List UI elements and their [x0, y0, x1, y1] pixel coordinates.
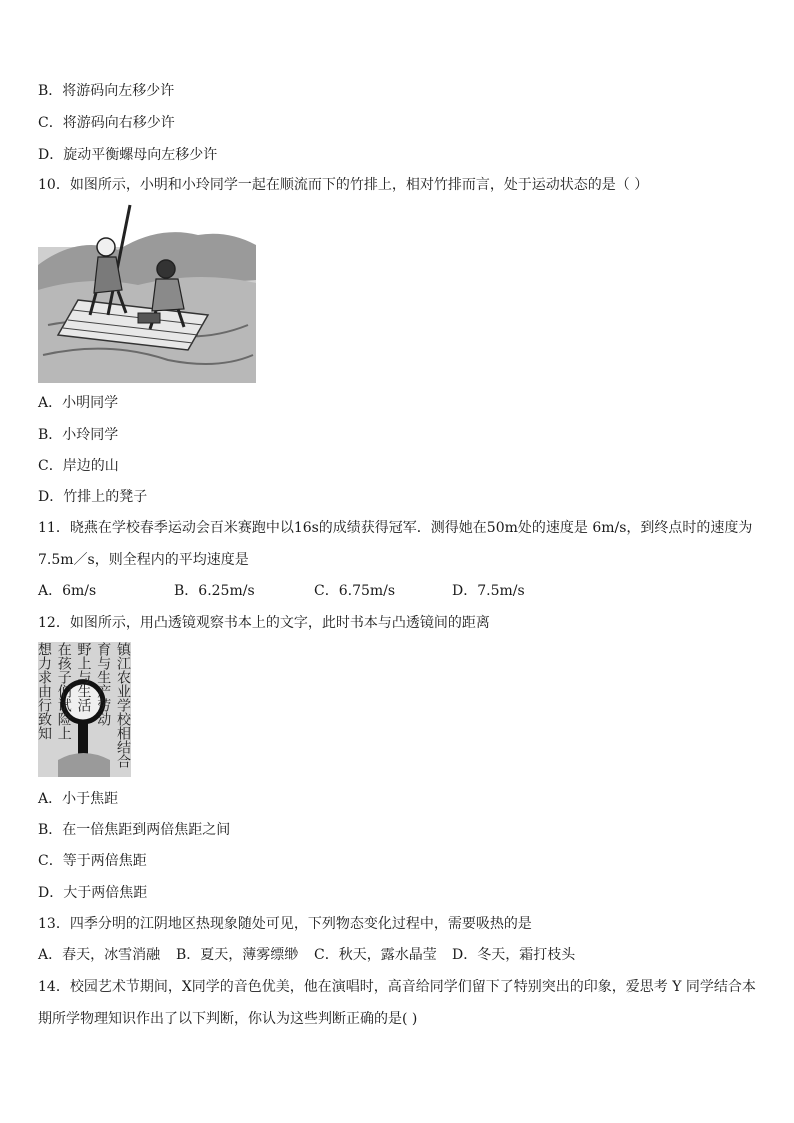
book-column: 在孩子们试险上 [55, 642, 72, 740]
q12-option-d: D．大于两倍焦距 [38, 885, 148, 901]
q11-option-a: A．6m/s [38, 583, 97, 599]
q10-option-a: A．小明同学 [38, 395, 119, 411]
q13-options [38, 946, 575, 964]
q12-option-c: C．等于两倍焦距 [38, 853, 147, 869]
book-column: 野上与生活 [75, 642, 92, 712]
book-column: 想力求由行致知 [36, 642, 52, 740]
question-12: 12．如图所示，用凸透镜观察书本上的文字，此时书本与凸透镜间的距离 [38, 615, 490, 631]
question-10: 10．如图所示，小明和小玲同学一起在顺流而下的竹排上，相对竹排而言，处于运动状态的是（ ） [38, 177, 649, 193]
question-11: 11．晓燕在学校春季运动会百米赛跑中以16s的成绩获得冠军．测得她在50m处的速度是 6m/s，到终点时的速度为 [38, 520, 753, 536]
question-11-continued: 7.5m／s，则全程内的平均速度是 [38, 552, 249, 568]
option-c: C．将游码向右移少许 [38, 115, 175, 131]
question-14: 14．校园艺术节期间，X同学的音色优美，他在演唱时，高音给同学们留下了特别突出的印象，爱思考 Y 同学结合本 [38, 979, 756, 995]
q13-option-b: B．夏天，薄雾缥缈 [176, 947, 299, 963]
bamboo-raft-illustration [38, 205, 256, 383]
q13-option-a: A．春天，冰雪消融 [38, 947, 161, 963]
q12-option-a: A．小于焦距 [38, 791, 119, 807]
raft-scene-drawing [38, 205, 256, 383]
option-b: B．将游码向左移少许 [38, 83, 175, 99]
book-column: 镇江农业学校相结合 [115, 642, 131, 768]
book-text-columns [38, 642, 131, 777]
question-14-continued: 期所学物理知识作出了以下判断，你认为这些判断正确的是( ) [38, 1011, 418, 1027]
q10-option-b: B．小玲同学 [38, 427, 119, 443]
q11-option-d: D．7.5m/s [452, 583, 525, 599]
magnifier-book-photo [38, 642, 131, 777]
q11-option-b: B．6.25m/s [174, 583, 255, 599]
q11-options [38, 582, 525, 600]
q10-option-c: C．岸边的山 [38, 458, 119, 474]
option-d: D．旋动平衡螺母向左移少许 [38, 147, 218, 163]
q10-option-d: D．竹排上的凳子 [38, 489, 148, 505]
q13-option-c: C．秋天，露水晶莹 [314, 947, 437, 963]
q13-option-d: D．冬天，霜打枝头 [452, 947, 576, 963]
question-13: 13．四季分明的江阴地区热现象随处可见，下列物态变化过程中，需要吸热的是 [38, 916, 532, 932]
q12-option-b: B．在一倍焦距到两倍焦距之间 [38, 822, 231, 838]
book-column: 育与生产劳动 [95, 642, 112, 726]
q11-option-c: C．6.75m/s [314, 583, 396, 599]
